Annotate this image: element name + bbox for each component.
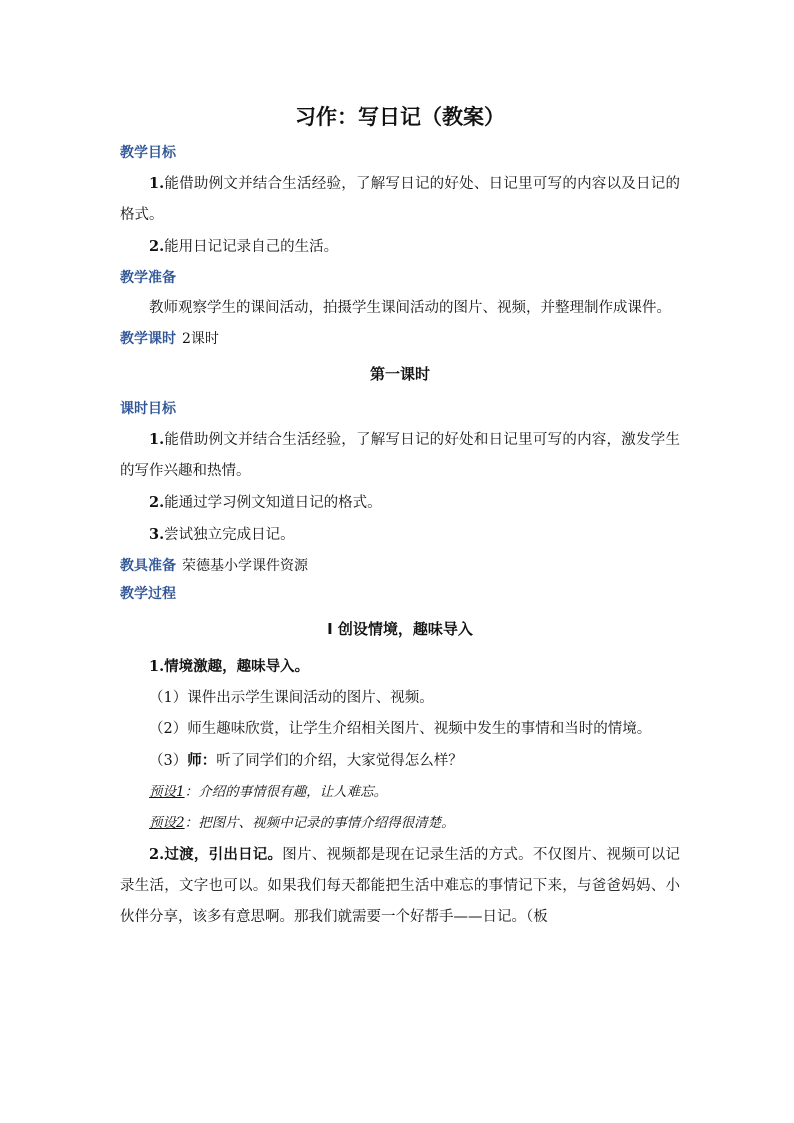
step-2-label: 2.过渡，引出日记。 [149,846,283,863]
goal-number: 1. [149,175,165,192]
sub-step-1: （1）课件出示学生课间活动的图片、视频。 [149,690,434,706]
lesson-goal-text: 能借助例文并结合生活经验，了解写日记的好处和日记里可写的内容，激发学生的写作兴趣和热情。 [120,432,680,479]
document-title: 习作：写日记（教案） [295,105,505,129]
prep-text: 教师观察学生的课间活动，拍摄学生课间活动的图片、视频，并整理制作成课件。 [149,300,671,316]
preset-1-label: 预设1 [149,784,185,800]
hours-heading: 教学课时 [120,331,176,347]
sub-step-3-number: （3） [149,753,188,769]
preset-2-label: 预设2 [149,815,185,831]
lesson-goal-number: 1. [149,431,165,448]
step-1-label: 1.情境激趣，趣味导入。 [149,658,310,675]
process-heading: 教学过程 [120,586,176,602]
hours-value: 2课时 [182,331,219,347]
tools-row [120,553,680,579]
goal-item [120,231,680,263]
preset-2-text: ：把图片、视频中记录的事情介绍得很清楚。 [184,815,455,831]
teacher-label: 师： [187,752,217,769]
goal-item [120,168,680,231]
lesson-goal-text: 尝试独立完成日记。 [164,527,295,543]
lesson-goals-heading: 课时目标 [120,401,176,417]
hours-row [120,326,680,352]
lesson-goal-text: 能通过学习例文知道日记的格式。 [164,495,382,511]
preset-2 [120,808,680,839]
part-title: Ⅰ 创设情境，趣味导入 [327,620,473,638]
lesson-title: 第一课时 [369,365,430,383]
lesson-goal-item [120,424,680,487]
preset-1-text: ：介绍的事情很有趣，让人难忘。 [184,784,388,800]
document-content [120,100,680,933]
lesson-goal-number: 2. [149,494,165,511]
tools-value: 荣德基小学课件资源 [182,558,308,574]
sub-step-2: （2）师生趣味欣赏，让学生介绍相关图片、视频中发生的事情和当时的情境。 [149,721,652,737]
goal-text: 能借助例文并结合生活经验，了解写日记的好处、日记里可写的内容以及日记的格式。 [120,176,680,223]
sub-step-3 [120,745,680,777]
lesson-goal-number: 3. [149,526,165,543]
goals-heading: 教学目标 [120,145,176,161]
step-1 [120,651,680,683]
lesson-goal-item [120,487,680,519]
goal-text: 能用日记记录自己的生活。 [164,239,339,255]
tools-heading: 教具准备 [120,558,176,574]
step-2-text: 图片、视频都是现在记录生活的方式。不仅图片、视频可以记录生活，文字也可以。如果我们每天都能把生活中难忘的事情记下来，与爸爸妈妈、小伙伴分享，该多有意思啊。那我们就需要一个好帮手——日记。（板 [120,847,681,925]
preset-1 [120,777,680,808]
goal-number: 2. [149,238,165,255]
lesson-goal-item [120,519,680,551]
sub-step-3-text: 听了同学们的介绍，大家觉得怎么样？ [216,753,463,769]
prep-heading: 教学准备 [120,270,176,286]
step-2 [120,839,680,933]
